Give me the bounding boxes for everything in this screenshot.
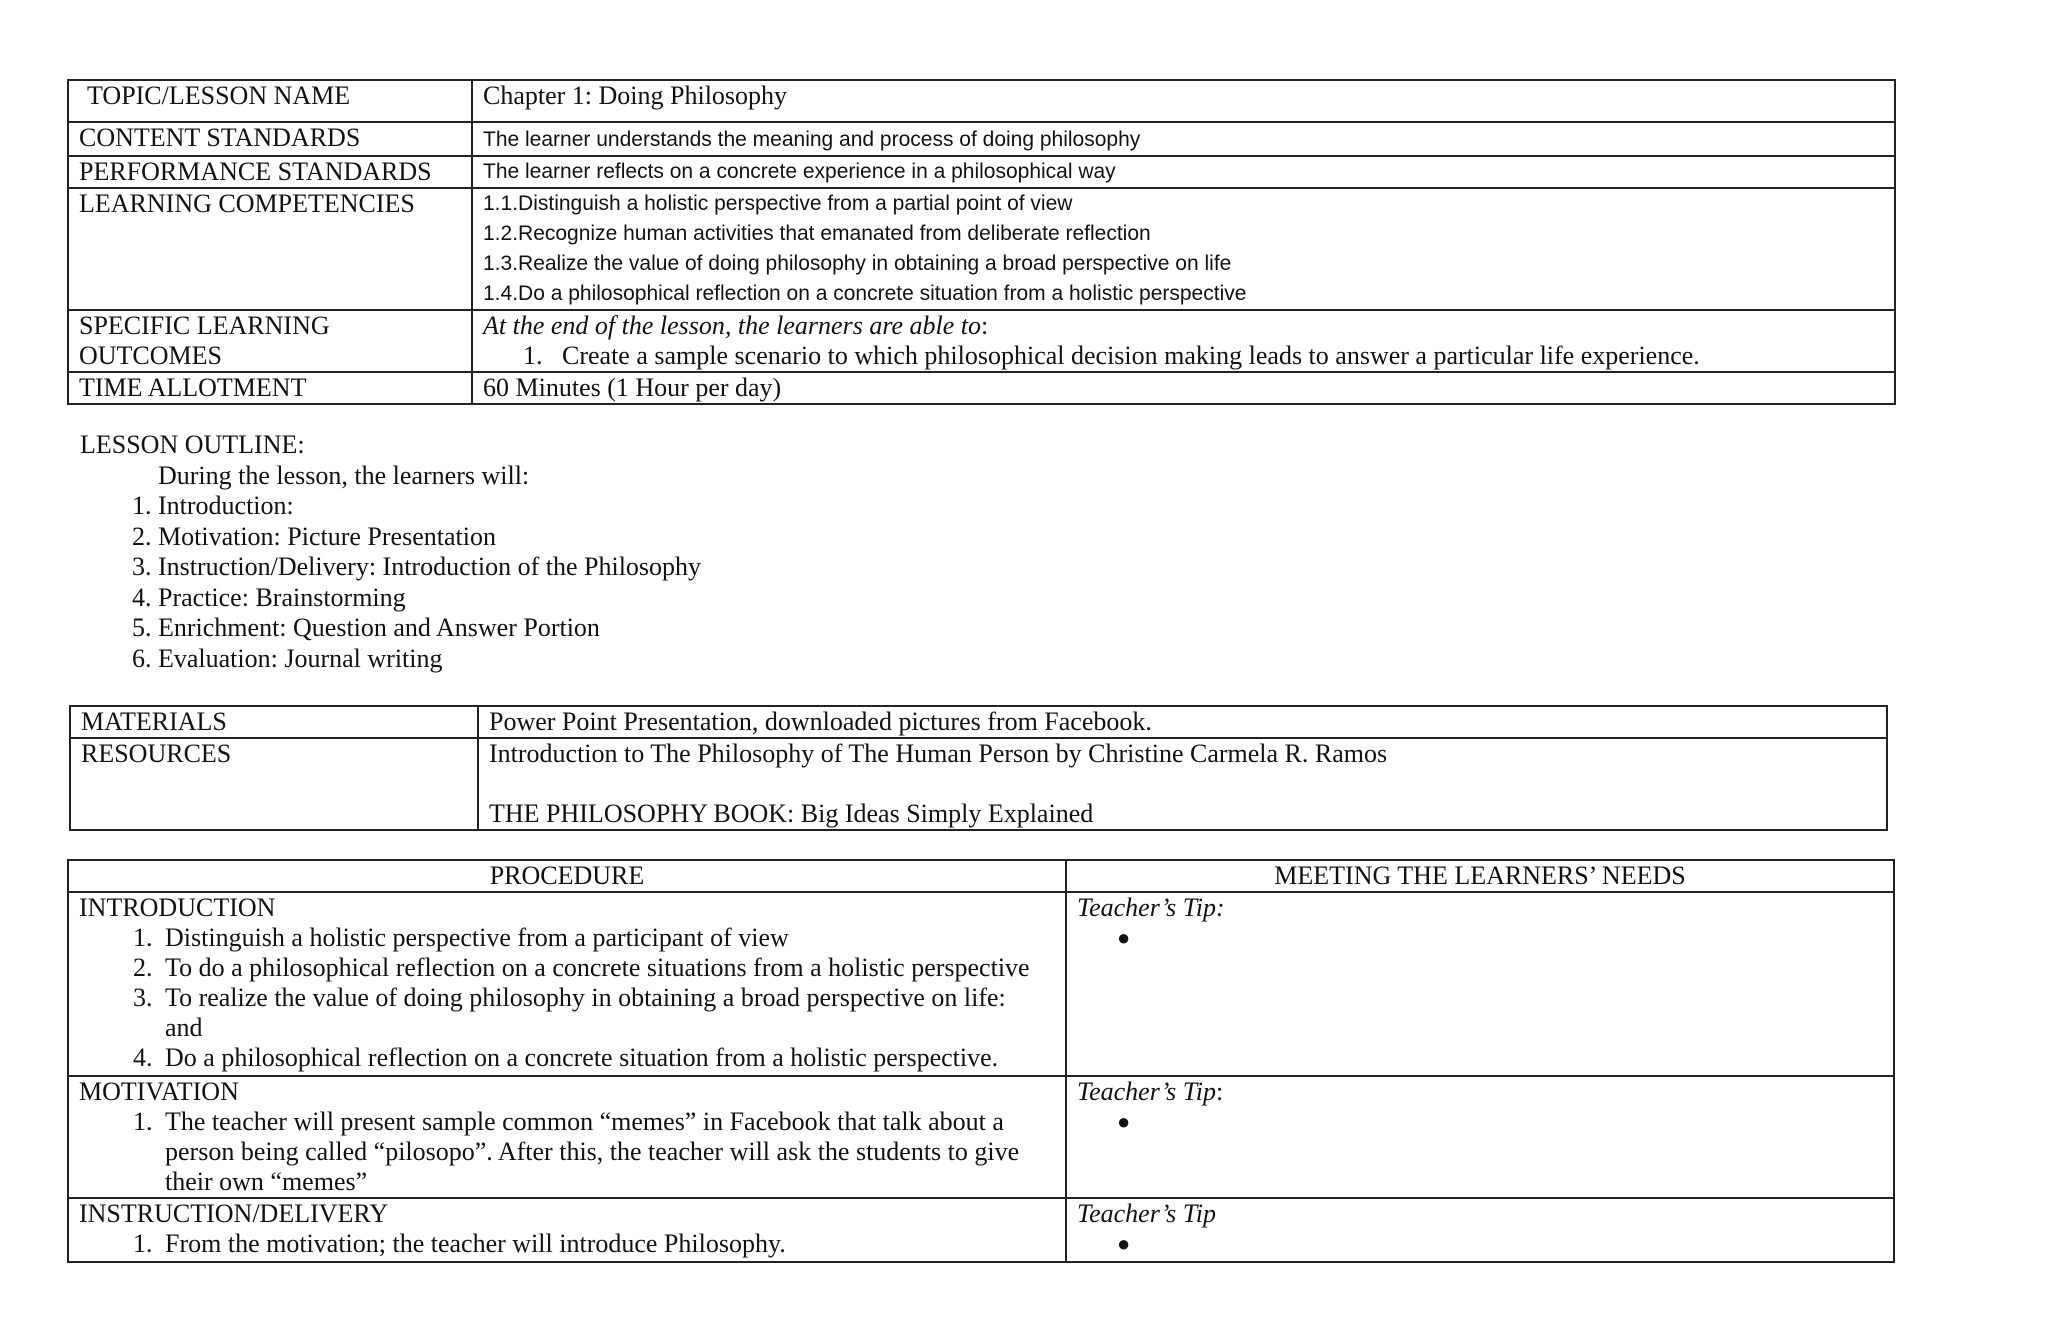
competency-item: 1.4.Do a philosophical reflection on a concrete situation from a holistic perspective bbox=[483, 282, 1247, 305]
time-allotment-value: 60 Minutes (1 Hour per day) bbox=[472, 372, 1895, 404]
bullet-icon: ● bbox=[1117, 1109, 1131, 1134]
list-item: 3. Instruction/Delivery: Introduction of the Philosophy bbox=[158, 552, 701, 583]
lesson-outline-list bbox=[80, 491, 701, 674]
teacher-tip-label: Teacher’s Tip: bbox=[1077, 893, 1225, 922]
specific-outcomes-value: At the end of the lesson, the learners are able to: 1. Create a sample scenario to which philosophical decision making leads to answer a particular life experience. bbox=[472, 310, 1895, 372]
instruction-list bbox=[79, 1229, 1065, 1259]
bullet-icon: ● bbox=[1117, 1231, 1131, 1256]
list-item: 4. Practice: Brainstorming bbox=[158, 583, 701, 614]
list-item: 6. Evaluation: Journal writing bbox=[158, 644, 701, 675]
list-item: 1. Distinguish a holistic perspective from a participant of view bbox=[159, 923, 1065, 953]
instruction-title: INSTRUCTION/DELIVERY bbox=[79, 1199, 389, 1228]
time-allotment-label: TIME ALLOTMENT bbox=[68, 372, 472, 404]
motivation-cell bbox=[68, 1076, 1066, 1198]
introduction-cell bbox=[68, 892, 1066, 1076]
resource-item: THE PHILOSOPHY BOOK: Big Ideas Simply Explained bbox=[489, 799, 1094, 828]
list-item: 4. Do a philosophical reflection on a concrete situation from a holistic perspective. bbox=[159, 1043, 1065, 1073]
list-item: 1. Introduction: bbox=[158, 491, 701, 522]
procedure-header: PROCEDURE bbox=[68, 860, 1066, 892]
learning-competencies-list bbox=[472, 188, 1895, 310]
competency-item: 1.2.Recognize human activities that emanated from deliberate reflection bbox=[483, 222, 1151, 245]
specific-outcomes-label: SPECIFIC LEARNING OUTCOMES bbox=[68, 310, 472, 372]
list-item: 2. To do a philosophical reflection on a concrete situations from a holistic perspective bbox=[159, 953, 1065, 983]
resources-label: RESOURCES bbox=[70, 738, 478, 830]
introduction-list bbox=[79, 923, 1065, 1073]
bullet-icon: ● bbox=[1117, 925, 1131, 950]
competency-item: 1.1.Distinguish a holistic perspective from a partial point of view bbox=[483, 192, 1073, 215]
introduction-tip-cell bbox=[1066, 892, 1894, 1076]
teacher-tip-label: Teacher’s Tip bbox=[1077, 1199, 1216, 1228]
procedure-table bbox=[67, 859, 1895, 1263]
instruction-tip-cell bbox=[1066, 1198, 1894, 1262]
performance-standards-value: The learner reflects on a concrete experience in a philosophical way bbox=[472, 156, 1895, 188]
learners-needs-header: MEETING THE LEARNERS’ NEEDS bbox=[1066, 860, 1894, 892]
performance-standards-label: PERFORMANCE STANDARDS bbox=[68, 156, 472, 188]
topic-label: TOPIC/LESSON NAME bbox=[68, 80, 472, 122]
outcome-number: 1. bbox=[523, 341, 543, 370]
lesson-outline-title: LESSON OUTLINE: bbox=[80, 430, 305, 459]
resources-value bbox=[478, 738, 1887, 830]
topic-value: Chapter 1: Doing Philosophy bbox=[472, 80, 1895, 122]
lesson-outline-intro: During the lesson, the learners will: bbox=[158, 460, 530, 490]
materials-table bbox=[69, 705, 1888, 831]
content-standards-label: CONTENT STANDARDS bbox=[68, 122, 472, 156]
resource-item: Introduction to The Philosophy of The Human Person by Christine Carmela R. Ramos bbox=[489, 739, 1388, 768]
list-item: 2. Motivation: Picture Presentation bbox=[158, 522, 701, 553]
list-item: 3. To realize the value of doing philosophy in obtaining a broad perspective on life: and bbox=[159, 983, 1065, 1043]
lesson-outline bbox=[80, 430, 701, 674]
materials-label: MATERIALS bbox=[70, 706, 478, 738]
teacher-tip-label: Teacher’s Tip bbox=[1077, 1077, 1216, 1106]
motivation-list bbox=[79, 1107, 1065, 1197]
motivation-title: MOTIVATION bbox=[79, 1077, 239, 1106]
content-standards-value: The learner understands the meaning and process of doing philosophy bbox=[472, 122, 1895, 156]
lesson-header-table bbox=[67, 79, 1896, 405]
outcome-item: Create a sample scenario to which philosophical decision making leads to answer a particular life experience. bbox=[562, 341, 1700, 370]
learning-competencies-label: LEARNING COMPETENCIES bbox=[68, 188, 472, 310]
introduction-title: INTRODUCTION bbox=[79, 893, 276, 922]
list-item: 5. Enrichment: Question and Answer Portion bbox=[158, 613, 701, 644]
motivation-tip-cell: Teacher’s Tip: ● bbox=[1066, 1076, 1894, 1198]
list-item: 1. The teacher will present sample common “memes” in Facebook that talk about a person being called “pilosopo”. After this, the teacher will ask the students to give their own “memes” bbox=[159, 1107, 1065, 1197]
list-item: 1. From the motivation; the teacher will introduce Philosophy. bbox=[159, 1229, 1065, 1259]
materials-value: Power Point Presentation, downloaded pictures from Facebook. bbox=[478, 706, 1887, 738]
instruction-cell bbox=[68, 1198, 1066, 1262]
competency-item: 1.3.Realize the value of doing philosophy in obtaining a broad perspective on life bbox=[483, 252, 1232, 275]
outcomes-intro: At the end of the lesson, the learners are able to bbox=[483, 311, 981, 340]
